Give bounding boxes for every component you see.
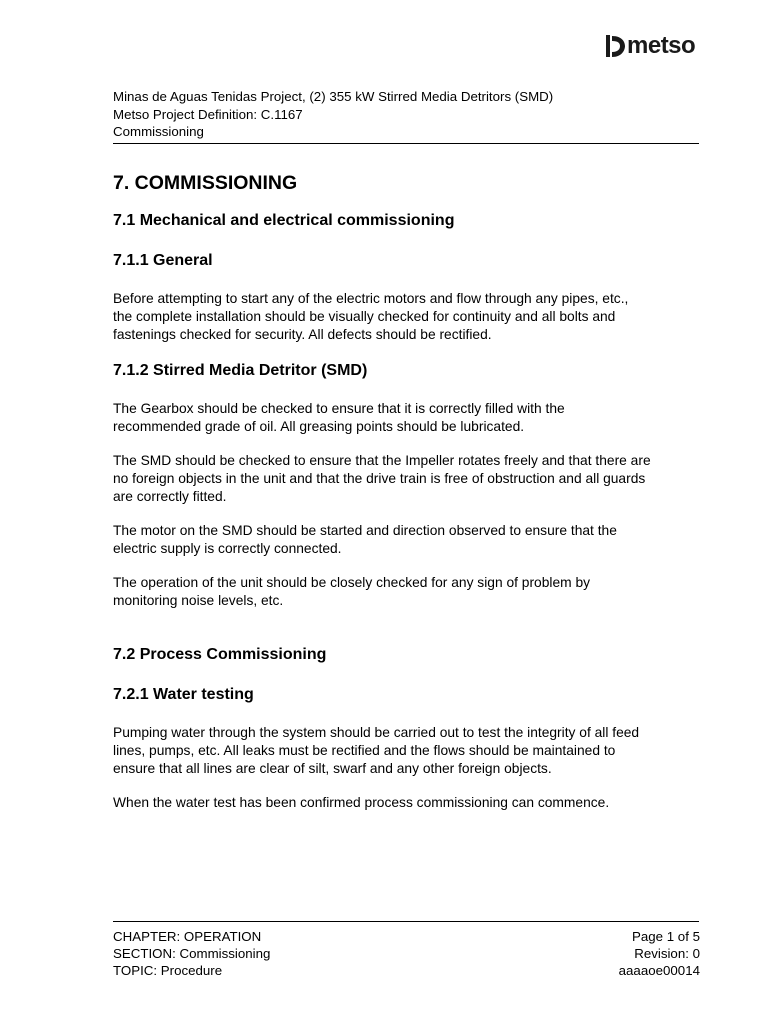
paragraph-water-testing [113,724,705,778]
text-line: The SMD should be checked to ensure that the Impeller rotates freely and that there are [113,453,651,468]
text-line: no foreign objects in the unit and that the drive train is free of obstruction and all guards [113,471,646,486]
footer-topic: TOPIC: Procedure [113,963,223,978]
text-line: are correctly fitted. [113,489,227,504]
document-header [113,88,553,141]
footer-chapter: CHAPTER: OPERATION [113,929,262,944]
paragraph-operation [113,574,705,610]
chapter-title: 7. COMMISSIONING [113,172,298,194]
footer-section: SECTION: Commissioning [113,946,271,961]
paragraph-gearbox [113,400,705,436]
text-line: monitoring noise levels, etc. [113,593,284,608]
text-line: The operation of the unit should be closely checked for any sign of problem by [113,575,591,590]
section-7-1-1-title: 7.1.1 General [113,252,213,269]
footer-left [113,928,270,979]
spacer [113,626,705,644]
footer-page: Page 1 of 5 [631,929,700,944]
text-line: When the water test has been confirmed process commissioning can commence. [113,795,610,810]
logo-text: metso [627,32,696,59]
metso-logo-icon [604,33,626,59]
paragraph-water-confirmed [113,794,705,812]
footer-revision: Revision: 0 [634,946,700,961]
footer-right [619,928,700,979]
section-7-1-title: 7.1 Mechanical and electrical commissioning [113,212,455,229]
footer-divider [113,921,699,922]
paragraph-general [113,290,705,344]
text-line: The Gearbox should be checked to ensure that it is correctly filled with the [113,401,565,416]
text-line: electric supply is correctly connected. [113,541,342,556]
text-line: recommended grade of oil. All greasing points should be lubricated. [113,419,525,434]
text-line: the complete installation should be visually checked for continuity and all bolts and [113,309,616,324]
text-line: lines, pumps, etc. All leaks must be rectified and the flows should be maintained to [113,743,616,758]
header-definition-line: Metso Project Definition: C.1167 [113,106,303,122]
footer-doc-id: aaaaoe00014 [618,963,700,978]
paragraph-impeller [113,452,705,506]
section-7-2-1-title: 7.2.1 Water testing [113,686,254,703]
text-line: fastenings checked for security. All defects should be rectified. [113,327,492,342]
text-line: The motor on the SMD should be started and direction observed to ensure that the [113,523,617,538]
document-body [113,170,705,828]
header-divider [113,143,699,144]
header-topic-line: Commissioning [113,124,204,139]
metso-logo [604,32,695,60]
text-line: ensure that all lines are clear of silt, swarf and any other foreign objects. [113,761,552,776]
text-line: Pumping water through the system should be carried out to test the integrity of all feed [113,725,640,740]
section-7-1-2-title: 7.1.2 Stirred Media Detritor (SMD) [113,362,368,379]
section-7-2-title: 7.2 Process Commissioning [113,646,327,663]
header-project-line: Minas de Aguas Tenidas Project, (2) 355 kW Stirred Media Detritors (SMD) [113,89,554,104]
text-line: Before attempting to start any of the electric motors and flow through any pipes, etc., [113,291,629,306]
paragraph-motor [113,522,705,558]
